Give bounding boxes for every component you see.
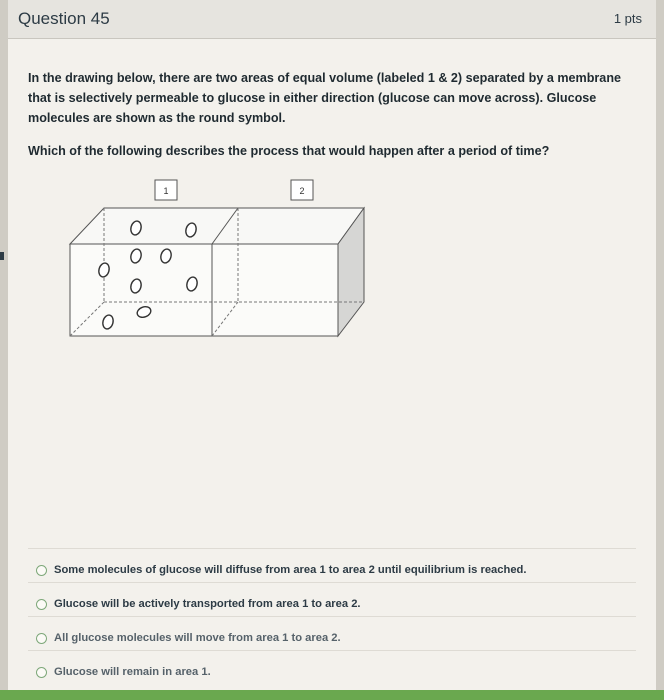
label-1: 1 — [163, 186, 169, 196]
answer-list — [28, 548, 636, 684]
membrane-diagram — [64, 178, 384, 348]
answer-option-4[interactable] — [28, 650, 636, 684]
label-2: 2 — [299, 186, 305, 196]
radio-button[interactable] — [36, 565, 47, 576]
answer-label: All glucose molecules will move from area 1 to area 2. — [54, 632, 341, 644]
question-prompt — [28, 68, 638, 128]
bottom-accent-bar — [0, 690, 664, 700]
question-card — [8, 0, 656, 700]
page-edge-marker — [0, 252, 4, 260]
answer-option-3[interactable] — [28, 616, 636, 650]
radio-button[interactable] — [36, 599, 47, 610]
prompt-text: In the drawing below, there are two areas of equal volume (labeled 1 & 2) separated by a membrane that is selectively permeable to glucose in either direction (glucose can move across). Glucose molecules are shown as the round symbol. — [28, 71, 622, 125]
answer-option-1[interactable] — [28, 548, 636, 582]
question-text: Which of the following describes the process that would happen after a period of time? — [28, 144, 550, 158]
radio-button[interactable] — [36, 667, 47, 678]
answer-label: Some molecules of glucose will diffuse from area 1 to area 2 until equilibrium is reached. — [54, 564, 527, 576]
question-points: 1 pts — [613, 11, 642, 26]
radio-button[interactable] — [36, 633, 47, 644]
question-title: Question 45 — [18, 9, 110, 28]
box-top-face — [70, 208, 364, 244]
answer-option-2[interactable] — [28, 582, 636, 616]
question-header — [8, 0, 656, 39]
answer-label: Glucose will be actively transported from area 1 to area 2. — [54, 598, 361, 610]
answer-label: Glucose will remain in area 1. — [54, 666, 211, 678]
